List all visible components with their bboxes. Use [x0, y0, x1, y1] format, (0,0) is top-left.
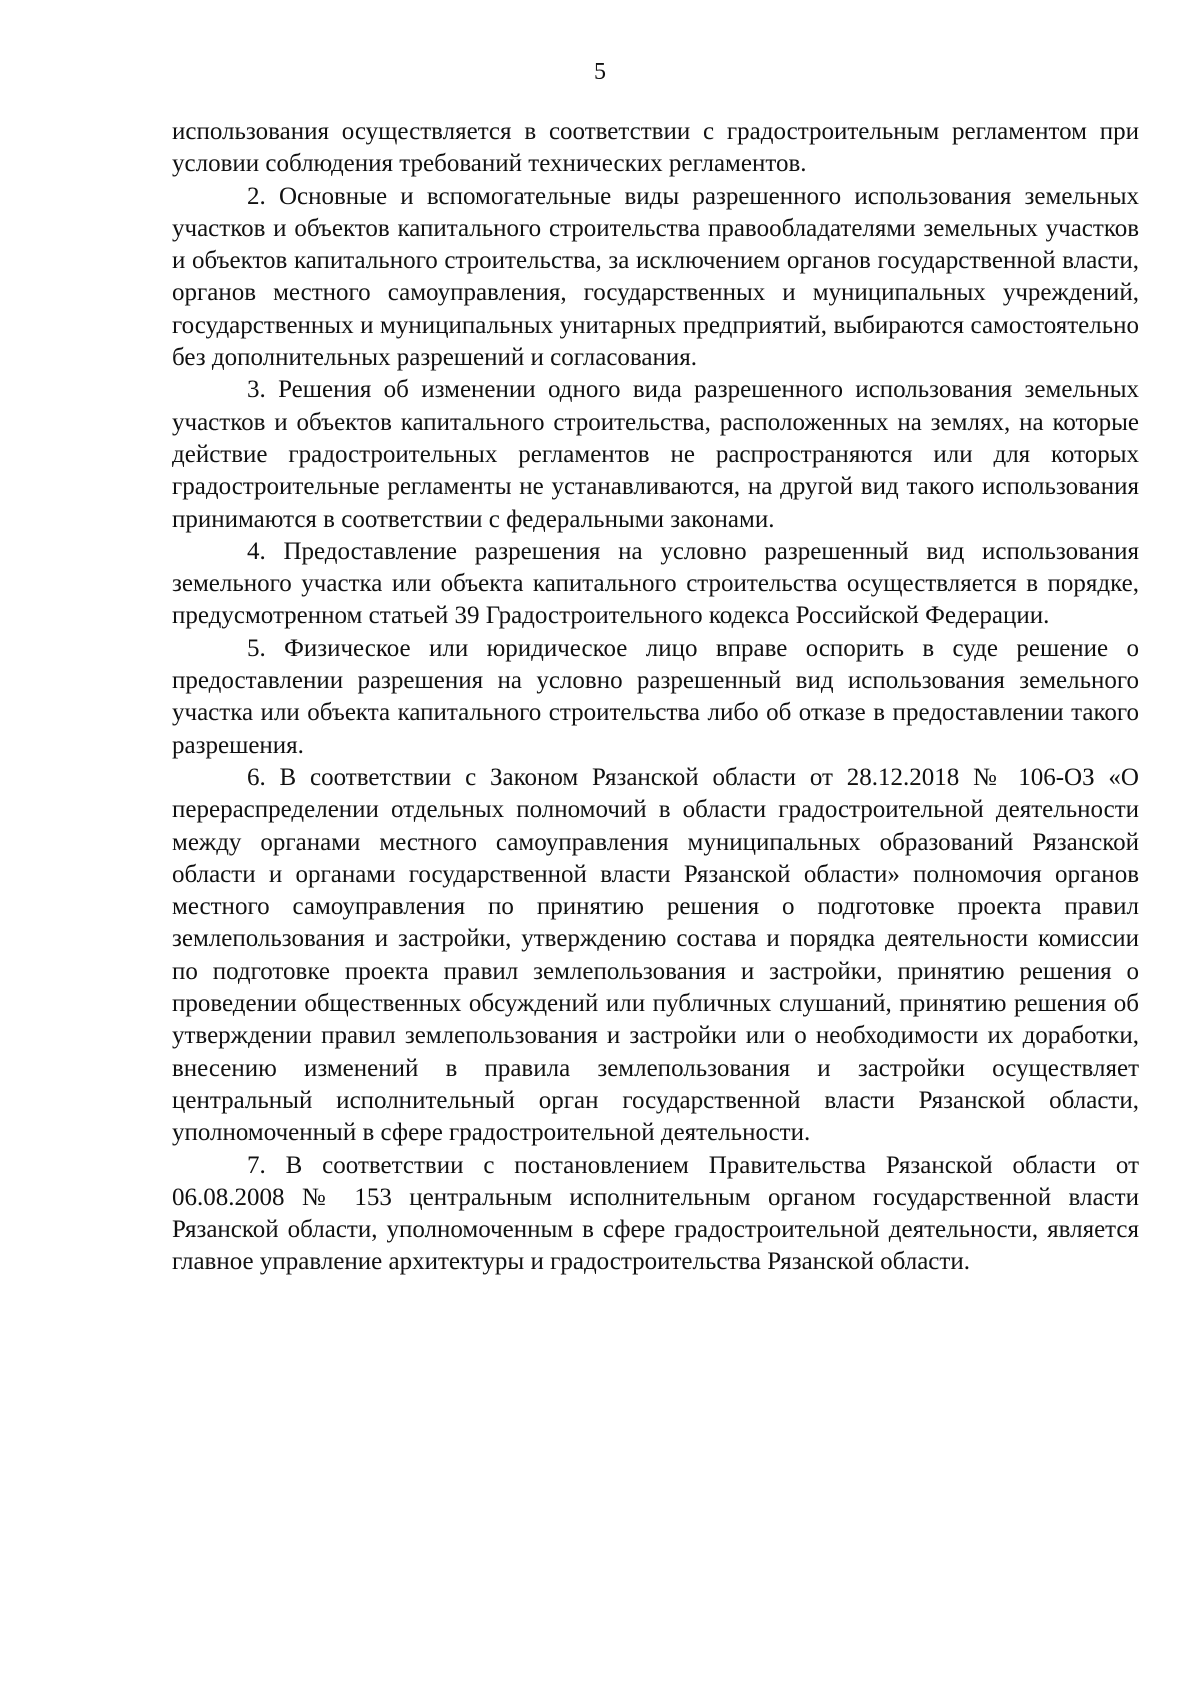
paragraph-4: 4. Предоставление разрешения на условно разрешенный вид использования земельного участка или объекта капитального строительства осуществляется в порядке, предусмотренном статьей 39 Градостроительного кодекса Российской Федерации. — [172, 537, 1139, 630]
paragraph-6: 6. В соответствии с Законом Рязанской области от 28.12.2018 № 106-ОЗ «О перераспределении отдельных полномочий в области градостроительной деятельности между органами местного самоуправления муниципальных образований Рязанской области и органами государственной власти Рязанской области» полномочия органов местного самоуправления по принятию решения о подготовке проекта правил землепользования и застройки, утверждению состава и порядка деятельности комиссии по подготовке проекта правил землепользования и застройки, принятию решения о проведении общественных обсуждений или публичных слушаний, принятию решения об утверждении правил землепользования и застройки или о необходимости их доработки, внесению изменений в правила землепользования и застройки осуществляет центральный исполнительный орган государственной власти Рязанской области, уполномоченный в сфере градостроительной деятельности. — [172, 763, 1139, 1147]
paragraph-5: 5. Физическое или юридическое лицо вправе оспорить в суде решение о предоставлении разрешения на условно разрешенный вид использования земельного участка или объекта капитального строительства либо об отказе в предоставлении такого разрешения. — [172, 634, 1139, 759]
paragraph-2: 2. Основные и вспомогательные виды разрешенного использования земельных участков и объектов капитального строительства правообладателями земельных участков и объектов капитального строительства, за исключением органов государственной власти, органов местного самоуправления, государственных и муниципальных учреждений, государственных и муниципальных унитарных предприятий, выбираются самостоятельно без дополнительных разрешений и согласования. — [172, 182, 1139, 372]
paragraph-7: 7. В соответствии с постановлением Правительства Рязанской области от 06.08.2008 № 153 центральным исполнительным органом государственной власти Рязанской области, уполномоченным в сфере градостроительной деятельности, является главное управление архитектуры и градостроительства Рязанской области. — [172, 1151, 1139, 1276]
page-number: 5 — [594, 59, 606, 85]
paragraph-continuation: использования осуществляется в соответствии с градостроительным регламентом при условии соблюдения требований технических регламентов. — [172, 118, 1139, 178]
document-body — [172, 116, 1139, 1279]
paragraph-3: 3. Решения об изменении одного вида разрешенного использования земельных участков и объектов капитального строительства, расположенных на землях, на которые действие градостроительных регламентов не распространяются или для которых градостроительные регламенты не устанавливаются, на другой вид такого использования принимаются в соответствии с федеральными законами. — [172, 376, 1139, 533]
